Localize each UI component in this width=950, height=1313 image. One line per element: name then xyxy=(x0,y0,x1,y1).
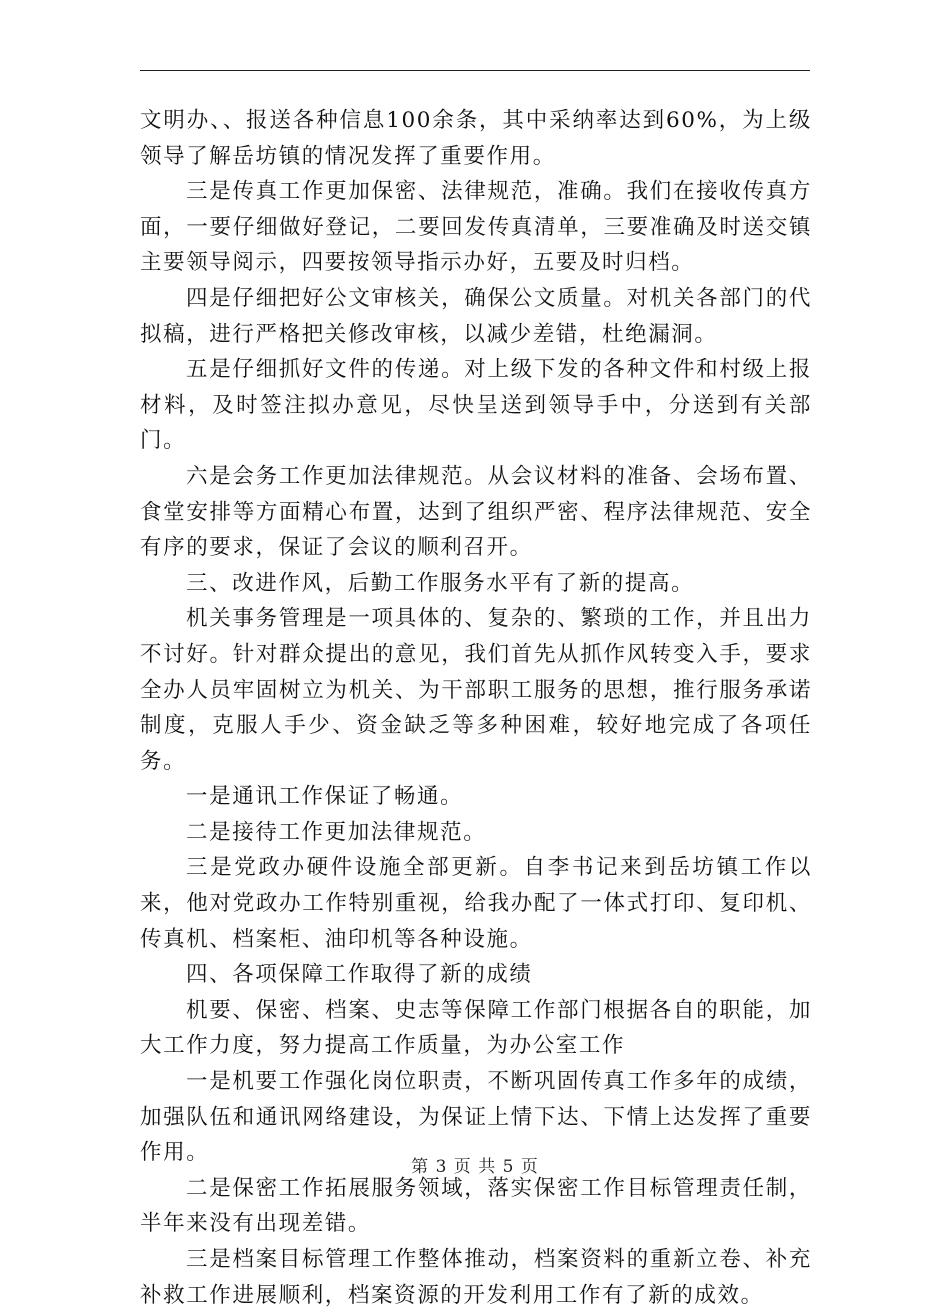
section-heading-3: 三、改进作风，后勤工作服务水平有了新的提高。 xyxy=(186,570,695,596)
section-heading-4: 四、各项保障工作取得了新的成绩 xyxy=(186,962,533,988)
paragraph-13: 一是机要工作强化岗位职责，不断巩固传真工作多年的成绩，加强队伍和通讯网络建设，为保证上情下达、下情上达发挥了重要作用。 xyxy=(140,1069,812,1166)
paragraph-5: 六是会务工作更加法律规范。从会议材料的准备、会场布置、食堂安排等方面精心布置，达到了组织严密、程序法律规范、安全有序的要求，保证了会议的顺利召开。 xyxy=(140,463,812,561)
paragraph-14: 二是保密工作拓展服务领域，落实保密工作目标管理责任制，半年来没有出现差错。 xyxy=(140,1175,812,1237)
paragraph-7: 机关事务管理是一项具体的、复杂的、繁琐的工作，并且出力不讨好。针对群众提出的意见，我们首先从抓作风转变入手，要求全办人员牢固树立为机关、为干部职工服务的思想，推行服务承诺制度，克服人手少、资金缺乏等多种困难，较好地完成了各项任务。 xyxy=(140,606,812,774)
paragraph-1: 文明办、、报送各种信息100余条，其中采纳率达到60%，为上级领导了解岳坊镇的情况发挥了重要作用。 xyxy=(140,108,812,169)
paragraph-4: 五是仔细抓好文件的传递。对上级下发的各种文件和村级上报材料，及时签注拟办意见，尽快呈送到领导手中，分送到有关部门。 xyxy=(140,357,812,454)
paragraph-2: 三是传真工作更加保密、法律规范，准确。我们在接收传真方面，一要仔细做好登记，二要回发传真清单，三要准确及时送交镇主要领导阅示，四要按领导指示办好，五要及时归档。 xyxy=(140,179,812,276)
paragraph-10: 三是党政办硬件设施全部更新。自李书记来到岳坊镇工作以来，他对党政办工作特别重视，给我办配了一体式打印、复印机、传真机、档案柜、油印机等各种设施。 xyxy=(140,855,812,952)
paragraph-9: 二是接待工作更加法律规范。 xyxy=(186,819,487,845)
header-rule xyxy=(140,70,810,71)
paragraph-3: 四是仔细把好公文审核关，确保公文质量。对机关各部门的代拟稿，进行严格把关修改审核，以减少差错，杜绝漏洞。 xyxy=(140,285,812,347)
paragraph-8: 一是通讯工作保证了畅通。 xyxy=(186,784,464,810)
document-body xyxy=(140,103,812,1313)
paragraph-12: 机要、保密、档案、史志等保障工作部门根据各自的职能，加大工作力度，努力提高工作质量，为办公室工作 xyxy=(140,997,812,1059)
page-number: 第 3 页 共 5 页 xyxy=(411,1157,539,1177)
paragraph-15: 三是档案目标管理工作整体推动，档案资料的重新立卷、补充补救工作进展顺利，档案资源的开发利用工作有了新的成效。 xyxy=(140,1247,812,1308)
